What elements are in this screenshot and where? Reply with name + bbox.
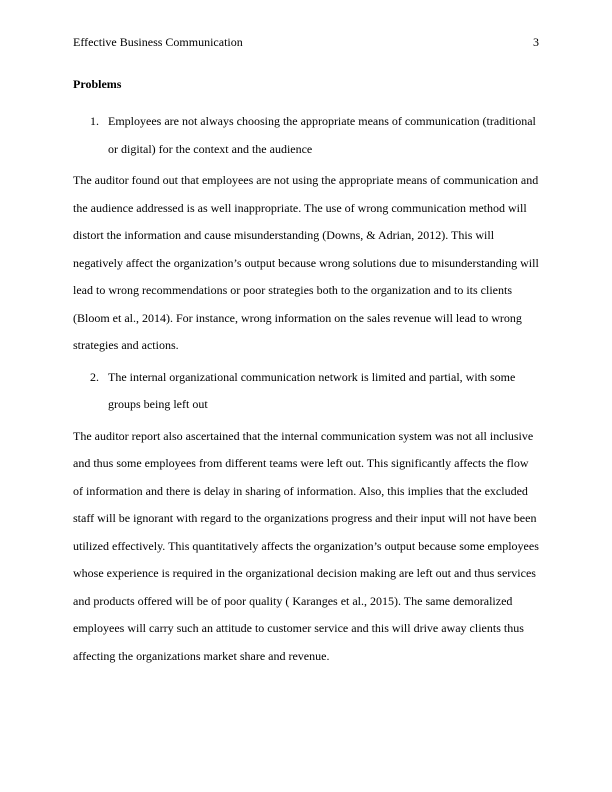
list-number: 1. xyxy=(90,114,99,128)
page-number: 3 xyxy=(533,35,539,49)
problem-list-item xyxy=(73,108,540,163)
section-heading: Problems xyxy=(73,77,122,91)
body-paragraph: The auditor found out that employees are not using the appropriate means of communication and the audience addressed is as well inappropriate. The use of wrong communication method will distort the information and cause misunderstanding (Downs, & Adrian, 2012). This will negatively affect the organization’s output because wrong solutions due to misunderstanding will lead to wrong recommendations or poor strategies both to the organization and to its clients (Bloom et al., 2014). For instance, wrong information on the sales revenue will lead to wrong strategies and actions. xyxy=(73,173,539,352)
document-body xyxy=(73,74,540,674)
header-title: Effective Business Communication xyxy=(73,35,243,49)
problem-list-item xyxy=(73,364,540,419)
body-paragraph: The auditor report also ascertained that the internal communication system was not all inclusive and thus some employees from different teams were left out. This significantly affects the flow of information and there is delay in sharing of information. Also, this implies that the excluded staff will be ignorant with regard to the organizations progress and their input will not have been utilized effectively. This quantitatively affects the organization’s output because some employees whose experience is required in the organizational decision making are left out and thus services and products offered will be of poor quality ( Karanges et al., 2015). The same demoralized employees will carry such an attitude to customer service and this will drive away clients thus affecting the organizations market share and revenue. xyxy=(73,428,539,663)
list-item-text: Employees are not always choosing the appropriate means of communication (traditional or digital) for the context and the audience xyxy=(108,114,536,156)
list-item-text: The internal organizational communication network is limited and partial, with some groups being left out xyxy=(108,369,516,411)
list-number: 2. xyxy=(90,369,99,384)
